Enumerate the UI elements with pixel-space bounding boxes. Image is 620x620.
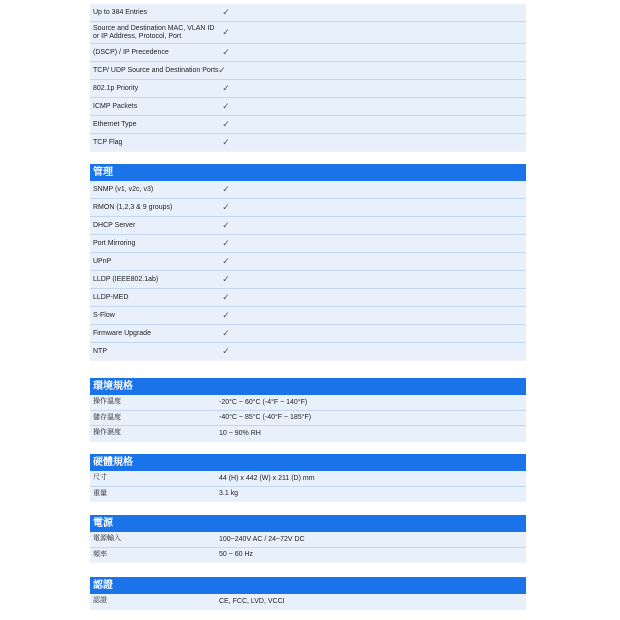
spec-label: 操作溫度	[93, 398, 121, 406]
spec-label: 尺寸	[93, 474, 107, 482]
spec-value: 50 ~ 60 Hz	[219, 551, 254, 559]
checkmark-icon: ✓	[222, 101, 230, 111]
hardware-section	[90, 454, 526, 502]
section-header: 認證	[90, 577, 526, 594]
feature-label: TCP Flag	[93, 138, 123, 146]
section-header: 管理	[90, 164, 526, 181]
feature-label: (DSCP) / IP Precedence	[93, 48, 169, 56]
table-row	[90, 487, 526, 503]
table-row	[90, 271, 526, 289]
table-row	[90, 325, 526, 343]
feature-label: TCP/ UDP Source and Destination Ports	[93, 66, 219, 74]
table-row	[90, 426, 526, 442]
spec-label: 重量	[93, 489, 107, 497]
table-row	[90, 62, 526, 80]
table-row	[90, 289, 526, 307]
feature-label: SNMP (v1, v2c, v3)	[93, 185, 154, 193]
checkmark-icon: ✓	[222, 27, 230, 37]
table-row	[90, 343, 526, 361]
table-row	[90, 134, 526, 152]
feature-label: Port Mirroring	[93, 239, 136, 247]
section-header: 環境規格	[90, 378, 526, 395]
power-section	[90, 515, 526, 563]
checkmark-icon: ✓	[222, 202, 230, 212]
table-row	[90, 80, 526, 98]
checkmark-icon: ✓	[222, 220, 230, 230]
table-row	[90, 181, 526, 199]
spec-value: 3.1 kg	[219, 490, 239, 498]
table-row	[90, 411, 526, 427]
spec-value: 10 ~ 90% RH	[219, 429, 261, 437]
feature-label: DHCP Server	[93, 221, 136, 229]
feature-label: Source and Destination MAC, VLAN ID or IP Address, Protocol, Port	[93, 24, 215, 40]
table-row	[90, 594, 526, 610]
table-row	[90, 548, 526, 564]
feature-label: NTP	[93, 347, 107, 355]
checkmark-icon: ✓	[222, 292, 230, 302]
table-row	[90, 116, 526, 134]
spec-label: 頻率	[93, 550, 107, 558]
table-row	[90, 235, 526, 253]
table-row	[90, 471, 526, 487]
checkmark-icon: ✓	[222, 346, 230, 356]
checkmark-icon: ✓	[222, 256, 230, 266]
checkmark-icon: ✓	[222, 238, 230, 248]
certification-section	[90, 577, 526, 610]
checkmark-icon: ✓	[222, 274, 230, 284]
checkmark-icon: ✓	[222, 47, 230, 57]
section-header: 電源	[90, 515, 526, 532]
checkmark-icon: ✓	[222, 310, 230, 320]
spec-value: -20°C ~ 60°C (-4°F ~ 140°F)	[219, 398, 308, 406]
section-header: 硬體規格	[90, 454, 526, 471]
feature-label: LLDP-MED	[93, 293, 129, 301]
feature-label: UPnP	[93, 257, 112, 265]
spec-value: -40°C ~ 85°C (-40°F ~ 185°F)	[219, 414, 312, 422]
table-row	[90, 199, 526, 217]
spec-label: 認證	[93, 597, 107, 605]
feature-label: Firmware Upgrade	[93, 329, 151, 337]
table-row	[90, 532, 526, 548]
checkmark-icon: ✓	[222, 83, 230, 93]
checkmark-icon: ✓	[222, 137, 230, 147]
table-row	[90, 217, 526, 235]
checkmark-icon: ✓	[222, 184, 230, 194]
feature-label: 802.1p Priority	[93, 84, 139, 92]
spec-label: 儲存溫度	[93, 413, 121, 421]
table-row	[90, 98, 526, 116]
table-row	[90, 307, 526, 325]
feature-label: ICMP Packets	[93, 102, 138, 110]
spec-label: 電源輸入	[93, 535, 121, 543]
checkmark-icon: ✓	[222, 328, 230, 338]
checkmark-icon: ✓	[222, 119, 230, 129]
table-row	[90, 395, 526, 411]
table-row	[90, 44, 526, 62]
management-section	[90, 164, 526, 361]
feature-label: Up to 384 Entries	[93, 8, 148, 16]
acl-section	[90, 4, 526, 152]
table-row	[90, 4, 526, 22]
spec-value: CE, FCC, LVD, VCCI	[219, 597, 285, 605]
feature-label: S-Flow	[93, 311, 115, 319]
table-row	[90, 22, 526, 44]
spec-value: 44 (H) x 442 (W) x 211 (D) mm	[219, 474, 315, 482]
feature-label: Ethernet Type	[93, 120, 137, 128]
spec-label: 操作濕度	[93, 429, 121, 437]
checkmark-icon: ✓	[218, 65, 226, 75]
environment-section	[90, 378, 526, 442]
feature-label: RMON (1,2,3 & 9 groups)	[93, 203, 173, 211]
checkmark-icon: ✓	[222, 7, 230, 17]
spec-value: 100~240V AC / 24~72V DC	[219, 535, 305, 543]
table-row	[90, 253, 526, 271]
feature-label: LLDP (IEEE802.1ab)	[93, 275, 159, 283]
